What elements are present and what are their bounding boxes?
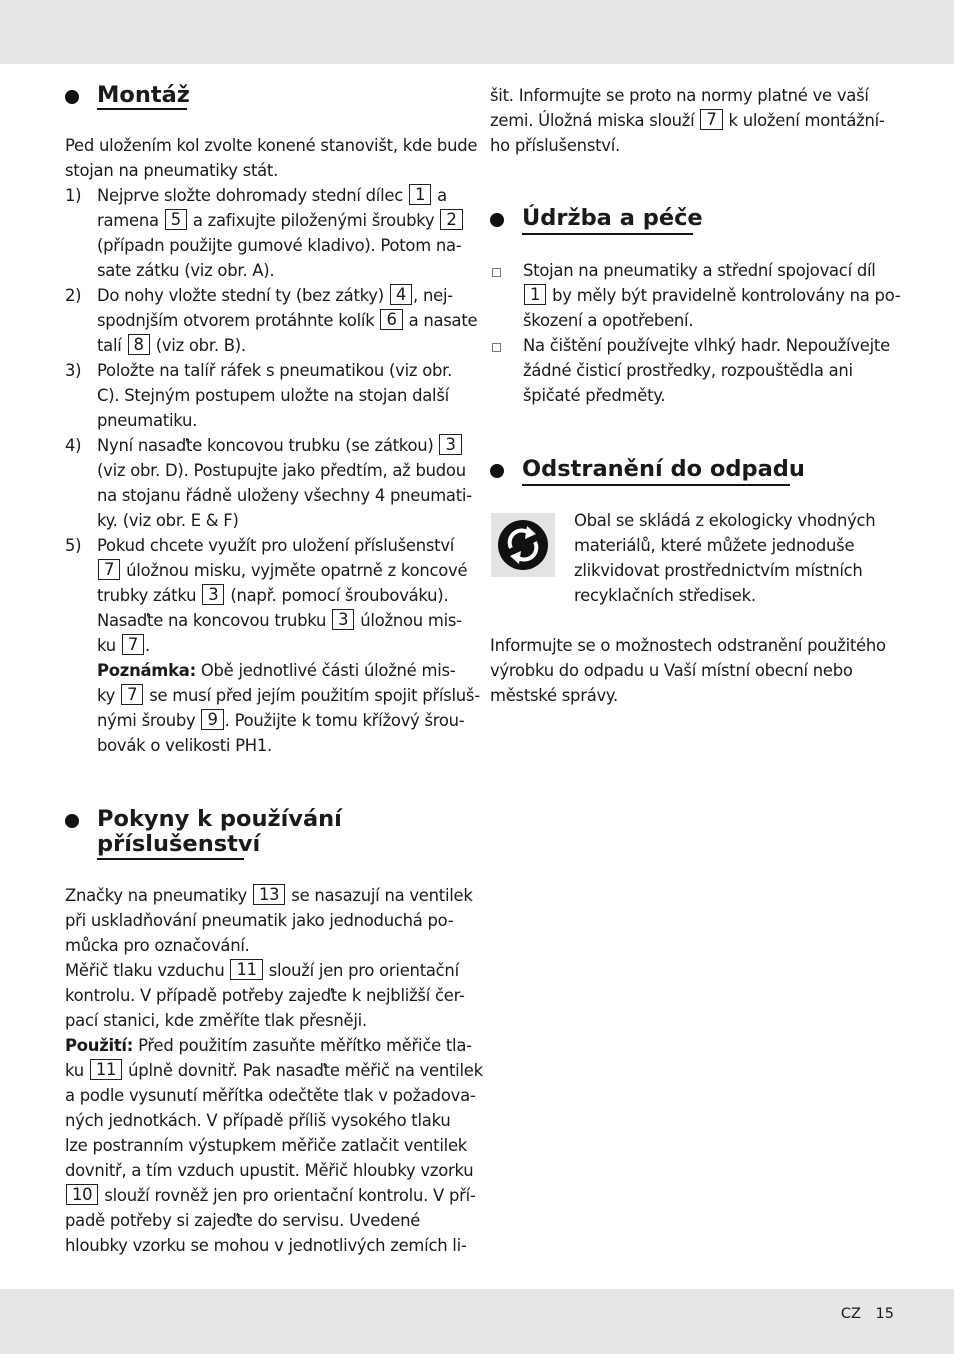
odpad-text-7: městské správy.	[490, 686, 619, 705]
heading-underline	[97, 858, 244, 860]
part-ref-2: 2	[440, 209, 462, 230]
part-ref-10: 10	[66, 1184, 98, 1205]
pokyny-text-15: hloubky vzorku se mohou v jednotlivých zemích li-	[65, 1236, 467, 1255]
part-ref-1: 1	[524, 284, 546, 305]
note-line-1: Poznámka: Obě jednotlivé části úložné mis-	[97, 661, 456, 680]
step-5-line-3: trubky zátku 3 (např. pomocí šroubováku).	[97, 585, 449, 605]
step-4-line-4: ky. (viz obr. E & F)	[97, 511, 239, 530]
part-ref-13: 13	[253, 884, 285, 905]
part-ref-3: 3	[439, 434, 461, 455]
heading-underline	[522, 233, 693, 235]
heading-underline	[522, 484, 790, 486]
step-number: 1)	[65, 186, 82, 205]
part-ref-3: 3	[202, 584, 224, 605]
part-ref-3: 3	[332, 609, 354, 630]
footer-band	[0, 1289, 954, 1354]
language-code: CZ	[840, 1306, 861, 1322]
step-2-line-2: spodnjším otvorem protáhnte kolík 6 a nasate	[97, 310, 478, 330]
cont-text-1: šit. Informujte se proto na normy platné ve vaší	[490, 86, 869, 105]
square-bullet-icon	[492, 268, 501, 277]
pokyny-text-12: dovnitř, a tím vzduch upustit. Měřič hloubky vzorku	[65, 1161, 474, 1180]
part-ref-11: 11	[90, 1059, 122, 1080]
step-1-line-3: (případn použijte gumové kladivo). Potom na-	[97, 236, 462, 255]
part-ref-5: 5	[165, 209, 187, 230]
cont-text-2: zemi. Úložná miska slouží 7 k uložení montážní-	[490, 110, 885, 130]
pokyny-text-6: pací stanici, kde změříte tlak přesněji.	[65, 1011, 367, 1030]
montaz-intro-2: stojan na pneumatiky stát.	[65, 161, 279, 180]
bullet-icon	[65, 814, 79, 828]
pokyny-text-11: lze postranním výstupkem měřiče zatlačit ventilek	[65, 1136, 468, 1155]
pokyny-text-13: 10 slouží rovněž jen pro orientační kontrolu. V pří-	[65, 1183, 476, 1208]
pokyny-text-9: a podle vysunutí měřítka odečtěte tlak v požadova-	[65, 1086, 476, 1105]
part-ref-7: 7	[122, 634, 144, 655]
step-1-line-1: Nejprve složte dohromady stední dílec 1 a	[97, 185, 447, 205]
pokyny-text-1: Značky na pneumatiky 13 se nasazují na ventilek	[65, 885, 473, 905]
part-ref-9: 9	[201, 709, 223, 730]
page-footer	[841, 1306, 894, 1322]
step-number: 4)	[65, 436, 82, 455]
bullet-icon	[65, 90, 79, 104]
odpad-text-2: materiálů, které můžete jednoduše	[574, 536, 855, 555]
step-4-line-3: na stojanu řádně uloženy všechny 4 pneumati-	[97, 486, 472, 505]
pokyny-text-2: při uskladňování pneumatik jako jednoduchá po-	[65, 911, 454, 930]
part-ref-7: 7	[700, 109, 722, 130]
care-item-2-line-2: žádné čisticí prostředky, rozpouštědla ani	[523, 361, 853, 380]
pokyny-text-7: Použití: Před použitím zasuňte měřítko měřiče tla-	[65, 1036, 472, 1055]
step-number: 2)	[65, 286, 82, 305]
part-ref-7: 7	[121, 684, 143, 705]
heading-underline	[97, 108, 187, 110]
part-ref-1: 1	[409, 184, 431, 205]
step-5-line-1: Pokud chcete využít pro uložení příslušenství	[97, 536, 455, 555]
green-dot-recycling-icon	[491, 513, 555, 577]
care-item-2-line-3: špičaté předměty.	[523, 386, 666, 405]
step-1-line-4: sate zátku (viz obr. A).	[97, 261, 275, 280]
care-item-1-line-1: Stojan na pneumatiky a střední spojovací díl	[523, 261, 876, 280]
odpad-text-4: recyklačních středisek.	[574, 586, 756, 605]
pokyny-text-3: můcka pro označování.	[65, 936, 250, 955]
page-number: 15	[875, 1306, 894, 1322]
header-band	[0, 0, 954, 64]
step-2-line-1: Do nohy vložte stední ty (bez zátky) 4 , nej-	[97, 285, 453, 305]
odpad-text-3: zlikvidovat prostřednictvím místních	[574, 561, 863, 580]
step-3-line-3: pneumatiku.	[97, 411, 198, 430]
pokyny-text-10: ných jednotkách. V případě příliš vysokého tlaku	[65, 1111, 451, 1130]
bullet-icon	[490, 213, 504, 227]
step-5-line-4: Nasaďte na koncovou trubku 3 úložnou mis-	[97, 610, 462, 630]
step-3-line-2: C). Stejným postupem uložte na stojan další	[97, 386, 449, 405]
part-ref-8: 8	[128, 334, 150, 355]
montaz-intro-1: Ped uložením kol zvolte konené stanovišt, kde bude	[65, 136, 478, 155]
step-5-line-5: ku 7 .	[97, 635, 150, 655]
pokyny-text-4: Měřič tlaku vzduchu 11 slouží jen pro orientační	[65, 960, 459, 980]
bullet-icon	[490, 464, 504, 478]
cont-text-3: ho příslušenství.	[490, 136, 620, 155]
part-ref-7: 7	[98, 559, 120, 580]
note-line-2: ky 7 se musí před jejím použitím spojit přísluš-	[97, 685, 480, 705]
part-ref-6: 6	[380, 309, 402, 330]
pokyny-text-8: ku 11 úplně dovnitř. Pak nasaďte měřič na ventilek	[65, 1060, 483, 1080]
odpad-text-6: výrobku do odpadu u Vaší místní obecní nebo	[490, 661, 853, 680]
part-ref-4: 4	[390, 284, 412, 305]
step-4-line-1: Nyní nasaďte koncovou trubku (se zátkou) 3	[97, 433, 463, 458]
step-number: 3)	[65, 361, 82, 380]
step-4-line-2: (viz obr. D). Postupujte jako předtím, až budou	[97, 461, 466, 480]
odpad-text-1: Obal se skládá z ekologicky vhodných	[574, 511, 876, 530]
care-item-1-line-2: 1 by měly být pravidelně kontrolovány na po-	[523, 283, 900, 308]
step-1-line-2: ramena 5 a zafixujte piloženými šroubky 2	[97, 208, 464, 233]
care-item-2-line-1: Na čištění používejte vlhký hadr. Nepoužívejte	[523, 336, 890, 355]
step-2-line-3: talí 8 (viz obr. B).	[97, 335, 246, 355]
care-item-1-line-3: škození a opotřebení.	[523, 311, 694, 330]
step-3-line-1: Položte na talíř ráfek s pneumatikou (viz obr.	[97, 361, 453, 380]
pokyny-text-5: kontrolu. V případě potřeby zajeďte k nejbližší čer-	[65, 986, 465, 1005]
step-number: 5)	[65, 536, 82, 555]
pokyny-text-14: padě potřeby si zajeďte do servisu. Uvedené	[65, 1211, 421, 1230]
step-5-line-2: 7 úložnou misku, vyjměte opatrně z koncové	[97, 558, 467, 583]
note-line-3: nými šrouby 9 . Použijte k tomu křížový šrou-	[97, 710, 465, 730]
square-bullet-icon	[492, 343, 501, 352]
part-ref-11: 11	[230, 959, 262, 980]
note-line-4: bovák o velikosti PH1.	[97, 736, 273, 755]
odpad-text-5: Informujte se o možnostech odstranění použitého	[490, 636, 886, 655]
